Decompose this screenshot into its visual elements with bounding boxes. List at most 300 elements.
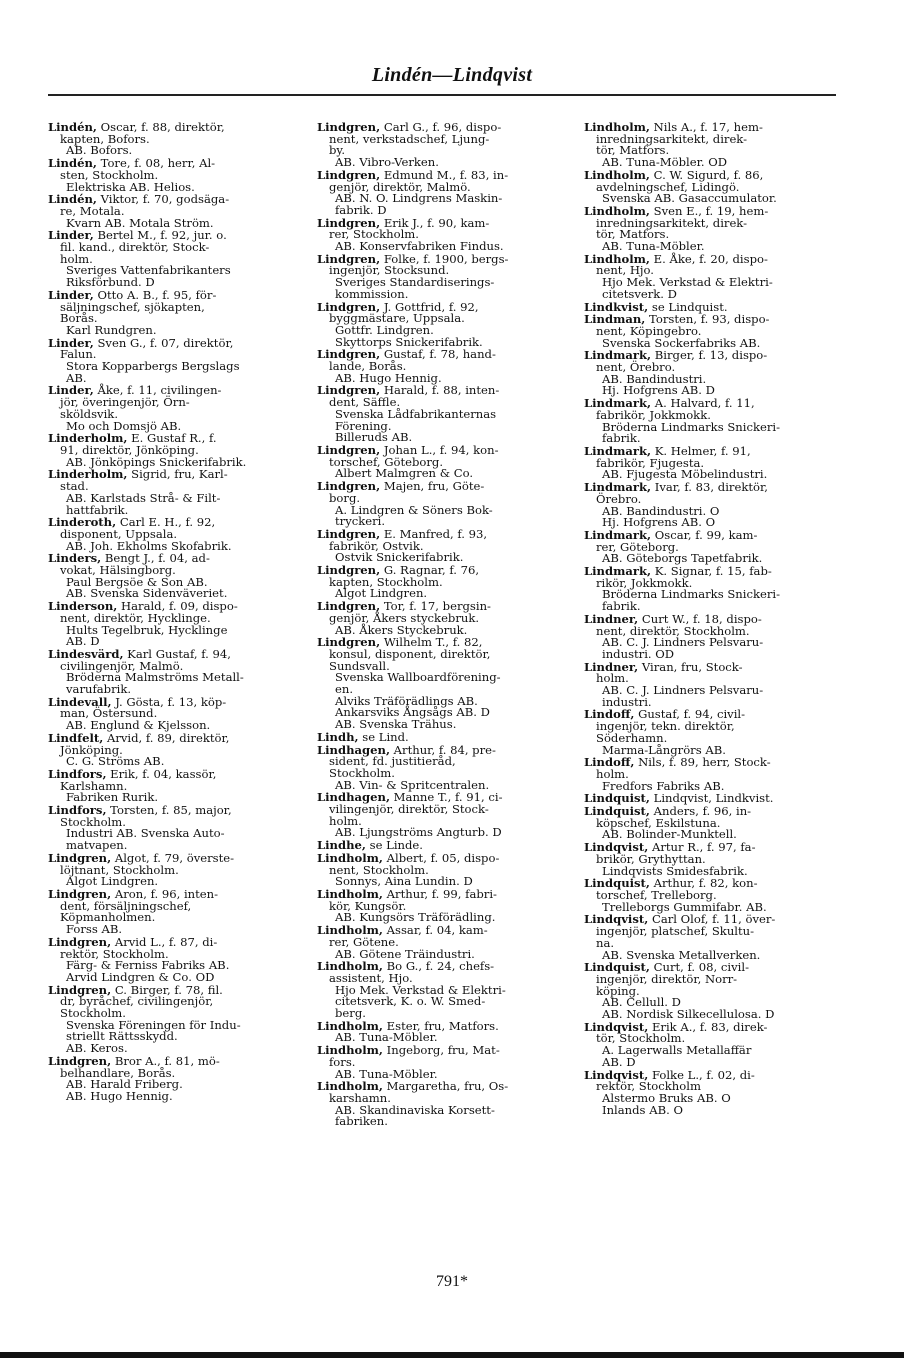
entry-continuation: fors. [329, 1054, 356, 1069]
entry-company: AB. Jönköpings Snickerifabrik. [66, 454, 247, 469]
entry-details: Margaretha, fru, Os- [382, 1079, 509, 1094]
entry-surname: Lindgren, [317, 635, 381, 650]
directory-entry [48, 517, 295, 552]
directory-entry [317, 167, 564, 217]
entry-company: Fabriken Rurik. [66, 790, 159, 805]
entry-continuation: Falun. [60, 347, 97, 362]
directory-entry [48, 158, 295, 193]
entry-continuation: köping. [596, 983, 640, 998]
entry-company: Sveriges Standardiserings- [335, 275, 495, 290]
entry-details: Sven G., f. 07, direktör, [93, 335, 234, 350]
directory-entry [317, 1018, 564, 1045]
entry-company: Paul Bergsöe & Son AB. [66, 574, 208, 589]
entry-details: K. Helmer, f. 91, [651, 443, 751, 458]
entry-surname: Lindgren, [48, 934, 112, 949]
directory-entry [317, 299, 564, 349]
entry-company: Hj. Hofgrens AB. D [602, 383, 715, 398]
entry-details: Viran, fru, Stock- [638, 659, 743, 674]
entry-company: Förening. [335, 418, 392, 433]
entry-details: Folke, f. 1900, bergs- [380, 251, 509, 266]
entry-details: Gustaf, f. 94, civil- [634, 707, 746, 722]
entry-continuation: tör, Matfors. [596, 227, 670, 242]
entry-company: AB. C. J. Lindners Pelsvaru- [602, 635, 764, 650]
entry-details: E. Gustaf R., f. [127, 431, 217, 446]
scan-edge [0, 1352, 904, 1358]
entry-company: citetsverk, K. o. W. Smed- [335, 994, 486, 1009]
directory-entry [317, 385, 564, 444]
entry-continuation: nent, Hjo. [596, 263, 654, 278]
entry-company: AB. Harald Friberg. [66, 1077, 183, 1092]
entry-company: Algot Lindgren. [335, 586, 428, 601]
entry-surname: Linder, [48, 383, 94, 398]
entry-details: Carl E. H., f. 92, [116, 515, 216, 530]
entry-company: Inlands AB. O [602, 1102, 683, 1117]
entry-details: Nils A., f. 17, hem- [649, 120, 763, 134]
entry-company: AB. Hugo Hennig. [66, 1088, 173, 1103]
directory-entry [584, 878, 831, 913]
entry-company: Hjo Mek. Verkstad & Elektri- [335, 982, 506, 997]
entry-company: A. Lindgren & Söners Bok- [335, 502, 493, 517]
entry-company: striellt Rättsskydd. [66, 1029, 178, 1044]
entry-continuation: säljningschef, sjökapten, [60, 299, 205, 314]
entry-details: Bo G., f. 24, chefs- [382, 959, 495, 974]
entry-continuation: Borås. [60, 311, 98, 326]
entry-surname: Lindén, [48, 192, 97, 207]
directory-entry [48, 287, 295, 337]
entry-company: AB. [66, 370, 87, 385]
entry-details: E. Åke, f. 20, dispo- [649, 251, 768, 266]
entry-details: Harald, f. 88, inten- [380, 383, 500, 398]
entry-details: C. W. Sigurd, f. 86, [649, 167, 764, 182]
entry-continuation: fabrikör, Jokkmokk. [596, 407, 711, 422]
entry-company: C. G. Ströms AB. [66, 754, 165, 769]
entry-continuation: rektör, Stockholm. [60, 946, 169, 961]
entry-continuation: lande, Borås. [329, 359, 407, 374]
entry-company: Alstermo Bruks AB. O [602, 1090, 731, 1105]
entry-company: berg. [335, 1006, 366, 1021]
entry-continuation: torschef, Trelleborg. [596, 888, 717, 902]
entry-company: AB. Kungsörs Träförädling. [335, 910, 496, 925]
entry-company: fabriken. [335, 1114, 388, 1129]
entry-details: Lindqvist, Lindkvist. [649, 791, 774, 806]
entry-company: Sonnys, Aina Lundin. D [335, 874, 473, 889]
entry-company: AB. Vibro-Verken. [335, 155, 439, 170]
directory-entry [584, 842, 831, 877]
entry-surname: Lindholm, [584, 120, 650, 134]
column-3 [584, 122, 831, 1117]
directory-entry [317, 601, 564, 636]
directory-entry [584, 167, 831, 206]
entry-details: Ivar, f. 83, direktör, [651, 480, 768, 495]
entry-company: citetsverk. D [602, 286, 677, 301]
entry-details: Harald, f. 09, dispo- [117, 599, 238, 614]
entry-company: AB. Nordisk Silkecellulosa. D [602, 1007, 775, 1022]
entry-continuation: byggmästare, Uppsala. [329, 311, 465, 326]
entry-details: Aron, f. 96, inten- [111, 887, 219, 901]
entry-company: AB. Göteborgs Tapetfabrik. [602, 551, 763, 566]
directory-entry [317, 481, 564, 528]
entry-company: Ostvik Snickerifabrik. [335, 550, 464, 565]
entry-company: Svenska Wallboardförening- [335, 670, 501, 685]
entry-details: Artur R., f. 97, fa- [648, 840, 756, 855]
directory-entry [48, 385, 295, 432]
entry-continuation: sköldsvik. [60, 406, 119, 421]
entry-company: AB. Tuna-Möbler. [335, 1030, 438, 1045]
entry-details: Ester, fru, Matfors. [382, 1018, 499, 1033]
entry-company: Ankarsviks Ångsågs AB. D [335, 705, 490, 720]
directory-entry [48, 889, 295, 936]
directory-entry [48, 934, 295, 984]
entry-company: tryckeri. [335, 514, 386, 529]
entry-surname: Lindholm, [317, 1018, 383, 1033]
entry-company: AB. Ljungströms Angturb. D [335, 825, 502, 840]
entry-details: Folke L., f. 02, di- [648, 1067, 755, 1082]
entry-company: Svenska Lådfabrikanternas [335, 406, 497, 421]
entry-continuation: re, Motala. [60, 203, 125, 218]
entry-continuation: rikör, Jokkmokk. [596, 575, 693, 590]
entry-surname: Lindmark, [584, 480, 652, 495]
entry-continuation: konsul, disponent, direktör, [329, 646, 491, 661]
entry-surname: Lindholm, [317, 850, 383, 865]
entry-company: AB. Bolinder-Munktell. [602, 827, 737, 842]
entry-details: Albert, f. 05, dispo- [382, 850, 500, 865]
entry-continuation: köpschef, Eskilstuna. [596, 815, 721, 830]
entry-company: AB. Svenska Sidenväveriet. [66, 586, 228, 601]
entry-company: Hjo Mek. Verkstad & Elektri- [602, 275, 773, 290]
directory-entry [584, 527, 831, 566]
entry-company: hattfabrik. [66, 502, 129, 517]
entry-surname: Lindholm, [584, 203, 650, 218]
entry-surname: Linders, [48, 551, 102, 566]
entry-continuation: nent, verkstadschef, Ljung- [329, 131, 490, 146]
entry-company: AB. Tuna-Möbler. [602, 239, 705, 254]
directory-entry [48, 850, 295, 889]
entry-surname: Lindén, [48, 120, 97, 134]
entry-continuation: rer, Stockholm. [329, 227, 419, 242]
entry-continuation: ingenjör, platschef, Skultu- [596, 924, 755, 939]
directory-entry [317, 251, 564, 301]
entry-continuation: ingenjör, direktör, Norr- [596, 971, 738, 986]
entry-surname: Linderoth, [48, 515, 117, 530]
entry-surname: Lindgren, [317, 526, 381, 541]
column-1 [48, 122, 295, 1104]
entry-details: Sigrid, fru, Karl- [127, 467, 228, 482]
entry-continuation: fil. kand., direktör, Stock- [60, 240, 210, 255]
directory-entry [584, 482, 831, 529]
directory-entry [584, 350, 831, 397]
entry-details: Erik A., f. 83, direk- [648, 1019, 768, 1034]
entry-continuation: Sundsvall. [329, 658, 390, 673]
entry-surname: Lindgren, [317, 299, 381, 314]
entry-surname: Linderholm, [48, 431, 128, 446]
entry-details: Nils, f. 89, herr, Stock- [634, 755, 771, 770]
entry-continuation: Karlshamn. [60, 778, 128, 793]
entry-continuation: jör, överingenjör, Örn- [60, 395, 190, 410]
entry-company: AB. Cellull. D [602, 995, 681, 1010]
entry-surname: Lindquist, [584, 804, 650, 819]
entry-company: Stora Kopparbergs Bergslags [66, 359, 240, 374]
entry-continuation: disponent, Uppsala. [60, 526, 178, 541]
entry-company: AB. Karlstads Strå- & Filt- [66, 490, 221, 505]
directory-entry [317, 565, 564, 600]
entry-details: A. Halvard, f. 11, [651, 396, 755, 411]
entry-company: fabrik. [602, 599, 641, 614]
directory-entry [48, 230, 295, 289]
directory-entry [317, 850, 564, 889]
entry-continuation: holm. [60, 251, 93, 266]
directory-entry [584, 962, 831, 1021]
directory-entry [584, 203, 831, 254]
entry-company: Hj. Hofgrens AB. O [602, 515, 716, 530]
entry-surname: Lindgren, [48, 850, 112, 865]
entry-continuation: stad. [60, 479, 89, 494]
entry-continuation: rektör, Stockholm [596, 1079, 701, 1094]
entry-details: Torsten, f. 93, dispo- [645, 312, 770, 327]
entry-continuation: rer, Götene. [329, 934, 399, 949]
entry-continuation: nent, Stockholm. [329, 862, 429, 877]
entry-company: Algot Lindgren. [66, 874, 159, 889]
entry-surname: Lindholm, [584, 167, 650, 182]
entry-surname: Lindoff, [584, 707, 635, 722]
entry-company: AB. Englund & Kjelsson. [66, 718, 211, 733]
entry-continuation: genjör, direktör, Malmö. [329, 179, 471, 194]
entry-details: Arvid L., f. 87, di- [111, 934, 218, 949]
directory-entry [48, 601, 295, 648]
entry-surname: Lindfors, [48, 803, 107, 818]
directory-entry [317, 742, 564, 792]
page-number: 791* [436, 1273, 468, 1290]
entry-continuation: inredningsarkitekt, direk- [596, 131, 748, 146]
entry-surname: Lindevall, [48, 694, 112, 709]
entry-continuation: fabrikör, Ostvik. [329, 538, 424, 553]
entry-company: Hults Tegelbruk, Hycklinge [66, 622, 228, 637]
entry-continuation: man, Östersund. [60, 706, 158, 721]
entry-surname: Lindholm, [317, 887, 383, 901]
entry-company: Mo och Domsjö AB. [66, 418, 182, 433]
entry-surname: Lindgren, [317, 563, 381, 578]
entry-details: se Linde. [365, 838, 423, 853]
entry-surname: Lindholm, [317, 959, 383, 974]
entry-surname: Lindgren, [317, 442, 381, 457]
directory-entry [584, 659, 831, 709]
entry-continuation: nent, direktör, Stockholm. [596, 623, 750, 638]
directory-entry [584, 122, 831, 169]
entry-company: kommission. [335, 286, 409, 301]
entry-company: Svenska AB. Gasaccumulator. [602, 191, 777, 206]
entry-surname: Lindner, [584, 659, 639, 674]
entry-company: industri. [602, 694, 652, 709]
entry-continuation: by. [329, 143, 346, 158]
entry-company: A. Lagerwalls Metallaffär [602, 1043, 752, 1058]
entry-continuation: kapten, Bofors. [60, 131, 150, 146]
entry-continuation: torschef, Göteborg. [329, 454, 444, 469]
entry-continuation: ingenjör, Stocksund. [329, 263, 450, 278]
entry-continuation: Stockholm. [60, 814, 126, 829]
entry-company: AB. Konservfabriken Findus. [335, 239, 504, 254]
entry-surname: Linderson, [48, 599, 118, 614]
entry-surname: Linder, [48, 228, 94, 243]
entry-continuation: löjtnant, Stockholm. [60, 862, 179, 877]
entry-details: Birger, f. 13, dispo- [651, 348, 768, 363]
entry-details: Algot, f. 79, överste- [111, 850, 235, 865]
entry-company: AB. Fjugesta Möbelindustri. [602, 467, 768, 482]
entry-details: Arthur, f. 84, pre- [389, 742, 496, 757]
directory-entry [317, 1045, 564, 1080]
entry-details: Arthur, f. 82, kon- [649, 876, 758, 891]
entry-surname: Lindhagen, [317, 742, 390, 757]
entry-details: J. Gottfrid, f. 92, [380, 299, 479, 314]
entry-details: Tore, f. 08, herr, Al- [96, 156, 216, 171]
entry-details: Bertel M., f. 92, jur. o. [93, 228, 227, 243]
entry-surname: Lindfors, [48, 766, 107, 781]
entry-details: Oscar, f. 99, kam- [651, 527, 758, 542]
entry-surname: Lindgren, [317, 251, 381, 266]
directory-entry [48, 694, 295, 733]
entry-continuation: nent, Örebro. [596, 360, 676, 375]
entry-continuation: dent, försäljningschef, [60, 898, 192, 913]
entry-company: Sveriges Vattenfabrikanters [66, 263, 231, 278]
entry-continuation: Stockholm. [60, 1006, 126, 1021]
directory-entry [584, 709, 831, 756]
entry-company: varufabrik. [66, 682, 132, 697]
entry-continuation: kör, Kungsör. [329, 898, 407, 913]
entry-company: Skyttorps Snickerifabrik. [335, 334, 483, 349]
entry-company: Billeruds AB. [335, 430, 413, 445]
entry-surname: Linder, [48, 335, 94, 350]
entry-surname: Lindhagen, [317, 790, 390, 805]
entry-company: Bröderna Malmströms Metall- [66, 670, 244, 685]
entry-company: AB. Keros. [66, 1041, 128, 1056]
entry-company: Marma-Långrörs AB. [602, 742, 726, 757]
entry-company: AB. Svenska Trähus. [335, 717, 457, 732]
entry-surname: Lindhe, [317, 838, 366, 853]
entry-company: AB. Bandindustri. O [602, 503, 720, 518]
entry-surname: Lindgren, [48, 1053, 112, 1068]
entry-details: Johan L., f. 94, kon- [380, 442, 499, 457]
entry-surname: Linder, [48, 287, 94, 302]
entry-company: Karl Rundgren. [66, 322, 157, 337]
directory-entry [584, 1067, 831, 1117]
entry-surname: Lindmark, [584, 443, 652, 458]
entry-company: AB. D [602, 1054, 636, 1069]
entry-continuation: avdelningschef, Lidingö. [596, 179, 740, 194]
entry-details: se Lind. [358, 729, 409, 744]
entry-continuation: sident, fd. justitieråd, [329, 754, 456, 769]
entry-company: Färg- & Ferniss Fabriks AB. [66, 958, 230, 973]
entry-continuation: holm. [596, 671, 629, 686]
directory-entry [48, 646, 295, 697]
entry-company: Bröderna Lindmarks Snickeri- [602, 419, 780, 434]
entry-details: Curt W., f. 18, dispo- [638, 611, 762, 626]
entry-details: Edmund M., f. 83, in- [380, 167, 509, 182]
entry-details: Manne T., f. 91, ci- [389, 790, 503, 805]
directory-entry [584, 443, 831, 482]
entry-continuation: tör, Matfors. [596, 143, 670, 158]
entry-surname: Lindqvist, [584, 840, 649, 855]
entry-company: AB. Joh. Ekholms Skofabrik. [66, 538, 232, 553]
entry-surname: Lindgren, [317, 167, 381, 182]
entry-company: Albert Malmgren & Co. [335, 466, 474, 481]
entry-surname: Lindmark, [584, 564, 652, 579]
directory-entry [48, 982, 295, 1056]
entry-surname: Lindquist, [584, 876, 650, 891]
entry-surname: Lindqvist, [584, 912, 649, 927]
entry-company: AB. Götene Träindustri. [335, 946, 475, 961]
entry-company: AB. N. O. Lindgrens Maskin- [335, 191, 503, 206]
entry-company: Arvid Lindgren & Co. OD [66, 969, 215, 984]
entry-company: en. [335, 682, 354, 697]
entry-company: matvapen. [66, 838, 128, 853]
entry-surname: Lindholm, [317, 923, 383, 938]
entry-company: AB. Bofors. [66, 143, 133, 158]
entry-company: Forss AB. [66, 922, 123, 937]
entry-surname: Lindmark, [584, 527, 652, 542]
page-header: Lindén—Lindqvist [371, 64, 533, 86]
entry-surname: Lindgren, [48, 982, 112, 997]
entry-continuation: rer, Göteborg. [596, 539, 679, 554]
entry-surname: Lindquist, [584, 791, 650, 806]
entry-surname: Lindmark, [584, 396, 652, 411]
entry-company: AB. Svenska Metallverken. [602, 947, 761, 962]
entry-company: fabrik. D [335, 202, 387, 217]
entry-company: Trelleborgs Gummifabr. AB. [602, 899, 767, 914]
entry-details: Arvid, f. 89, direktör, [103, 730, 230, 745]
entry-company: industri. OD [602, 646, 675, 661]
directory-entry [317, 349, 564, 384]
entry-details: Bror A., f. 81, mö- [111, 1053, 220, 1068]
entry-continuation: belhandlare, Borås. [60, 1065, 176, 1080]
directory-entry [584, 398, 831, 445]
entry-details: Sven E., f. 19, hem- [649, 203, 769, 218]
entry-details: Ingeborg, fru, Mat- [382, 1043, 500, 1058]
entry-details: Gustaf, f. 78, hand- [380, 347, 496, 362]
entry-company: Gottfr. Lindgren. [335, 322, 434, 337]
directory-entry [317, 925, 564, 960]
entry-surname: Lindholm, [317, 1079, 383, 1094]
entry-company: Alviks Träförädlings AB. [335, 693, 478, 708]
entry-surname: Lindner, [584, 611, 639, 626]
directory-entry [48, 766, 295, 805]
directory-entry [48, 122, 295, 157]
directory-entry [584, 566, 831, 613]
entry-continuation: tör, Stockholm. [596, 1031, 686, 1046]
entry-surname: Linderholm, [48, 467, 128, 482]
entry-continuation: inredningsarkitekt, direk- [596, 215, 748, 230]
entry-continuation: holm. [596, 766, 629, 781]
entry-company: Lindqvists Smidesfabrik. [602, 863, 748, 878]
entry-company: Fredfors Fabriks AB. [602, 778, 725, 793]
entry-details: Majen, fru, Göte- [380, 479, 485, 494]
entry-details: Anders, f. 96, in- [649, 804, 752, 819]
entry-company: Svenska Sockerfabriks AB. [602, 335, 761, 350]
entry-details: K. Signar, f. 15, fab- [651, 564, 772, 579]
entry-continuation: vokat, Hälsingborg. [60, 563, 176, 578]
directory-entry [317, 442, 564, 481]
entry-details: Viktor, f. 70, godsäga- [96, 192, 230, 207]
entry-surname: Lindgren, [317, 479, 381, 494]
directory-entry [48, 433, 295, 468]
directory-entry [317, 1081, 564, 1128]
directory-entry [48, 553, 295, 600]
entry-details: Otto A. B., f. 95, för- [93, 287, 217, 302]
directory-entry [317, 215, 564, 254]
entry-continuation: nent, Köpingebro. [596, 323, 702, 338]
directory-entry [584, 914, 831, 961]
entry-surname: Lindholm, [317, 1043, 383, 1058]
entry-surname: Lindh, [317, 729, 359, 744]
entry-continuation: 91, direktör, Jönköping. [60, 442, 199, 457]
entry-surname: Lindqvist, [584, 1067, 649, 1082]
